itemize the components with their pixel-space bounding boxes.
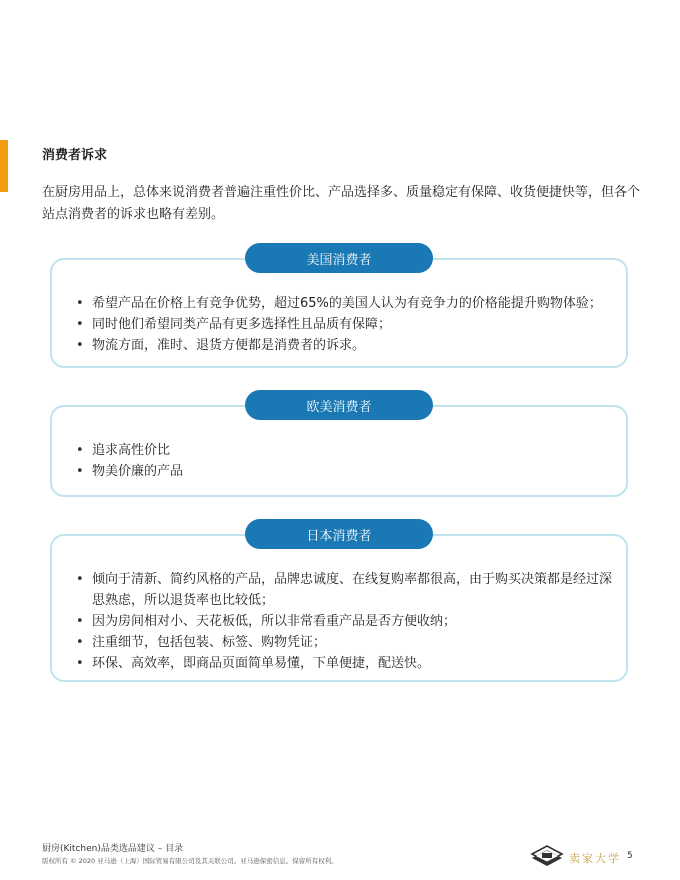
pill-japan-consumers: 日本消费者 <box>245 519 433 549</box>
brand-name: 卖家大学 <box>569 852 621 865</box>
card-us-consumers <box>50 252 628 368</box>
list-item: • 倾向于清新、简约风格的产品，品牌忠诚度、在线复购率都很高，由于购买决策都是经过深思熟虑，所以退货率也比较低； <box>76 569 612 611</box>
bullet-list <box>76 440 616 482</box>
footer <box>42 843 338 866</box>
card-japan-consumers <box>50 528 628 682</box>
section-title: 消费者诉求 <box>42 148 108 163</box>
footer-title: 厨房(Kitchen)品类选品建议 – 目录 <box>42 844 184 854</box>
list-item: • 物流方面，准时、退货方便都是消费者的诉求。 <box>76 335 616 356</box>
accent-bar <box>0 140 8 192</box>
list-item: • 追求高性价比 <box>76 440 616 461</box>
list-item: • 希望产品在价格上有竞争优势，超过65%的美国人认为有竞争力的价格能提升购物体验； <box>76 293 616 314</box>
card-eu-consumers <box>50 399 628 497</box>
pill-eu-consumers: 欧美消费者 <box>245 390 433 420</box>
list-item: • 环保、高效率，即商品页面简单易懂，下单便捷，配送快。 <box>76 653 612 674</box>
list-item: • 物美价廉的产品 <box>76 461 616 482</box>
intro-paragraph: 在厨房用品上，总体来说消费者普遍注重性价比、产品选择多、质量稳定有保障、收货便捷快等，但各个站点消费者的诉求也略有差别。 <box>42 185 641 222</box>
list-item: • 注重细节，包括包装、标签、购物凭证； <box>76 632 612 653</box>
list-item: • 因为房间相对小、天花板低，所以非常看重产品是否方便收纳； <box>76 611 612 632</box>
list-item: • 同时他们希望同类产品有更多选择性且品质有保障； <box>76 314 616 335</box>
bullet-list <box>76 569 612 674</box>
bullet-list <box>76 293 616 356</box>
pill-us-consumers: 美国消费者 <box>245 243 433 273</box>
footer-copyright: 版权所有 © 2020 亚马逊（上海）国际贸易有限公司及其关联公司。亚马逊保密信息。保留所有权利。 <box>42 857 338 865</box>
seller-university-logo-icon <box>530 840 564 868</box>
page-number: 5 <box>627 851 633 861</box>
